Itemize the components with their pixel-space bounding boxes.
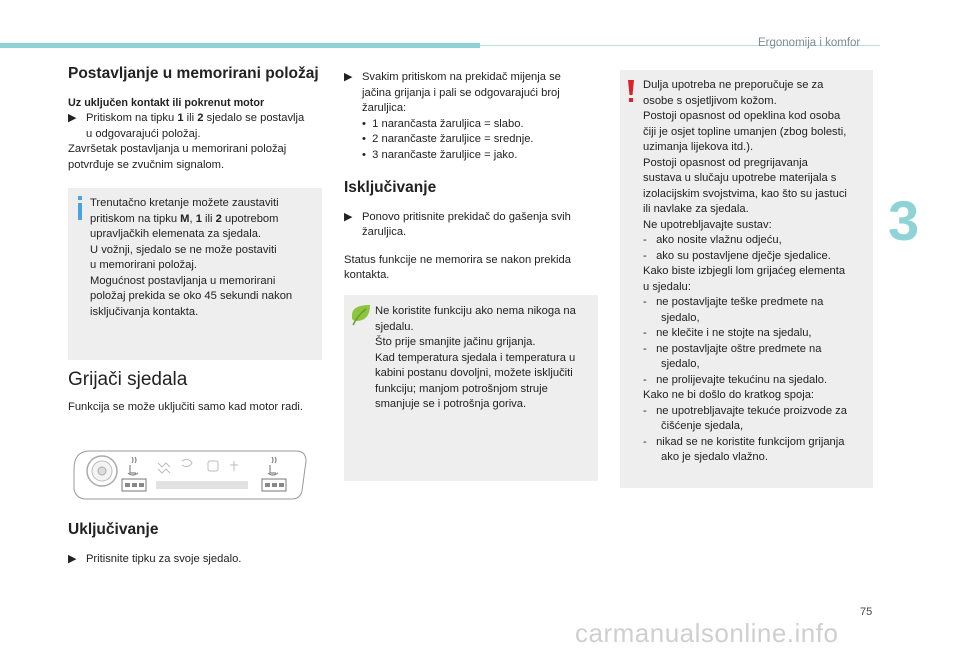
bullet-press-button: ▶︎ Pritisnite tipku za svoje sjedalo.: [68, 552, 242, 565]
page-number: 75: [860, 606, 873, 618]
list-item: - ne upotrebljavajte tekuće proizvode za čišćenje sjedala,: [643, 404, 847, 432]
section-title: Ergonomija i komfor: [758, 37, 861, 49]
heading-seat-heating: Grijači sjedala: [68, 369, 188, 390]
bullet-memory-keys: ▶︎ Pritiskom na tipku 1 ili 2 sjedalo se postavlja u odgovarajući položaj.: [68, 112, 305, 140]
heading-turn-off: Isključivanje: [344, 179, 437, 196]
eco-text: Ne koristite funkciju ako nema nikoga na sjedalu. Što prije smanjite jačinu grijanja. Kad temperatura sjedala i temperatura u kabini postanu dovoljni, možete isključiti funkciju; manjom potrošnjom struje smanjuje se i potrošnja goriva.: [375, 305, 576, 410]
list-item: - ne postavljajte oštre predmete na sjedalo,: [643, 342, 822, 370]
list-item: - ako nosite vlažnu odjeću,: [643, 234, 782, 246]
section-turn-off: [344, 180, 604, 284]
eco-leaf-icon: [350, 303, 372, 327]
level-item: • 3 narančaste žaruljice = jako.: [362, 148, 518, 161]
section-turn-on: [68, 522, 328, 567]
info-icon: [75, 196, 85, 220]
column-1: [68, 66, 328, 173]
list-item: - nikad se ne koristite funkcijom grijanja ako je sjedalo vlažno.: [643, 435, 845, 463]
bullet-heating-levels: ▶︎ Svakim pritiskom na prekidač mijenja se jačina grijanja i pali se odgovarajući broj žaruljica:: [344, 71, 561, 114]
list-item: - ne postavljajte teške predmete na sjedalo,: [643, 296, 824, 324]
level-item: • 1 narančasta žaruljica = slabo.: [362, 117, 524, 130]
list-item: - ne prolijevajte tekućinu na sjedalo.: [643, 373, 828, 386]
level-item: • 2 narančaste žaruljice = srednje.: [362, 133, 534, 145]
para-engine-running: Funkcija se može uključiti samo kad motor radi.: [68, 400, 304, 413]
list-item: - ne klečite i ne stojte na sjedalu,: [643, 327, 812, 339]
arrow-bullet-icon: ▶︎: [68, 112, 86, 124]
column-2: [344, 70, 604, 163]
heading-turn-on: Uključivanje: [68, 521, 159, 538]
watermark: carmanualsonline.info: [575, 618, 839, 648]
header-accent-bar: [0, 43, 480, 48]
bullet-press-again: ▶︎ Ponovo pritisnite prekidač do gašenja svih žaruljica.: [344, 210, 571, 238]
seat-heating-panel-illustration: [70, 447, 310, 503]
subheading-ignition: Uz uključen kontakt ili pokrenut motor: [68, 96, 265, 109]
heading-memory-position: Postavljanje u memorirani položaj: [68, 65, 319, 82]
warning-text: Dulja upotreba ne preporučuje se za osobe s osjetljivom kožom. Postoji opasnost od opeklina kod osoba čiji je osjet topline umanjen (zbog bolesti, uzimanja lijekova itd.). Postoji opasnost od pregrijavanja sustava u slučaju upotrebe materijala s izolacijskim svojstvima, kao što su jastuci ili navlake za sjedala. Ne upotrebljavajte sustav: - ako nosite vlažnu odjeću, - ako su postavljene dječje sjedalice. Kako biste izbjegli lom grijaćeg elementa u sjedalu: - ne postavljajte teške predmete na sjedalo, - ne klečite i ne stojte na sjedalu, - ne postavljajte oštre predmete na sjedalo, - ne prolijevajte tekućinu na sjedalo. Kako ne bi došlo do kratkog spoja: - ne upotrebljavajte tekuće proizvode za čišćenje sjedala, - nikad se ne koristite funkcijom grijanja ako je sjedalo vlažno.: [643, 78, 873, 466]
para-end-signal: Završetak postavljanja u memorirani položaj potvrđuje se zvučnim signalom.: [68, 143, 287, 171]
info-text: Trenutačno kretanje možete zaustaviti pritiskom na tipku M, 1 ili 2 upotrebom upravljačkih elemenata za sjedala. U vožnji, sjedalo se ne može postaviti u memorirani položaj. Mogućnost postavljanja u memorirani položaj prekida se oko 45 sekundi nakon isključivanja kontakta.: [90, 197, 293, 318]
arrow-bullet-icon: ▶︎: [344, 210, 362, 223]
section-seat-heating: [68, 369, 328, 415]
arrow-bullet-icon: ▶︎: [68, 552, 86, 565]
arrow-bullet-icon: ▶︎: [344, 71, 362, 83]
chapter-number: 3: [888, 189, 920, 252]
list-item: - ako su postavljene dječje sjedalice.: [643, 249, 831, 262]
warning-icon: [627, 80, 635, 104]
para-status-not-memorized: Status funkcije ne memorira se nakon prekida kontakta.: [344, 253, 571, 281]
